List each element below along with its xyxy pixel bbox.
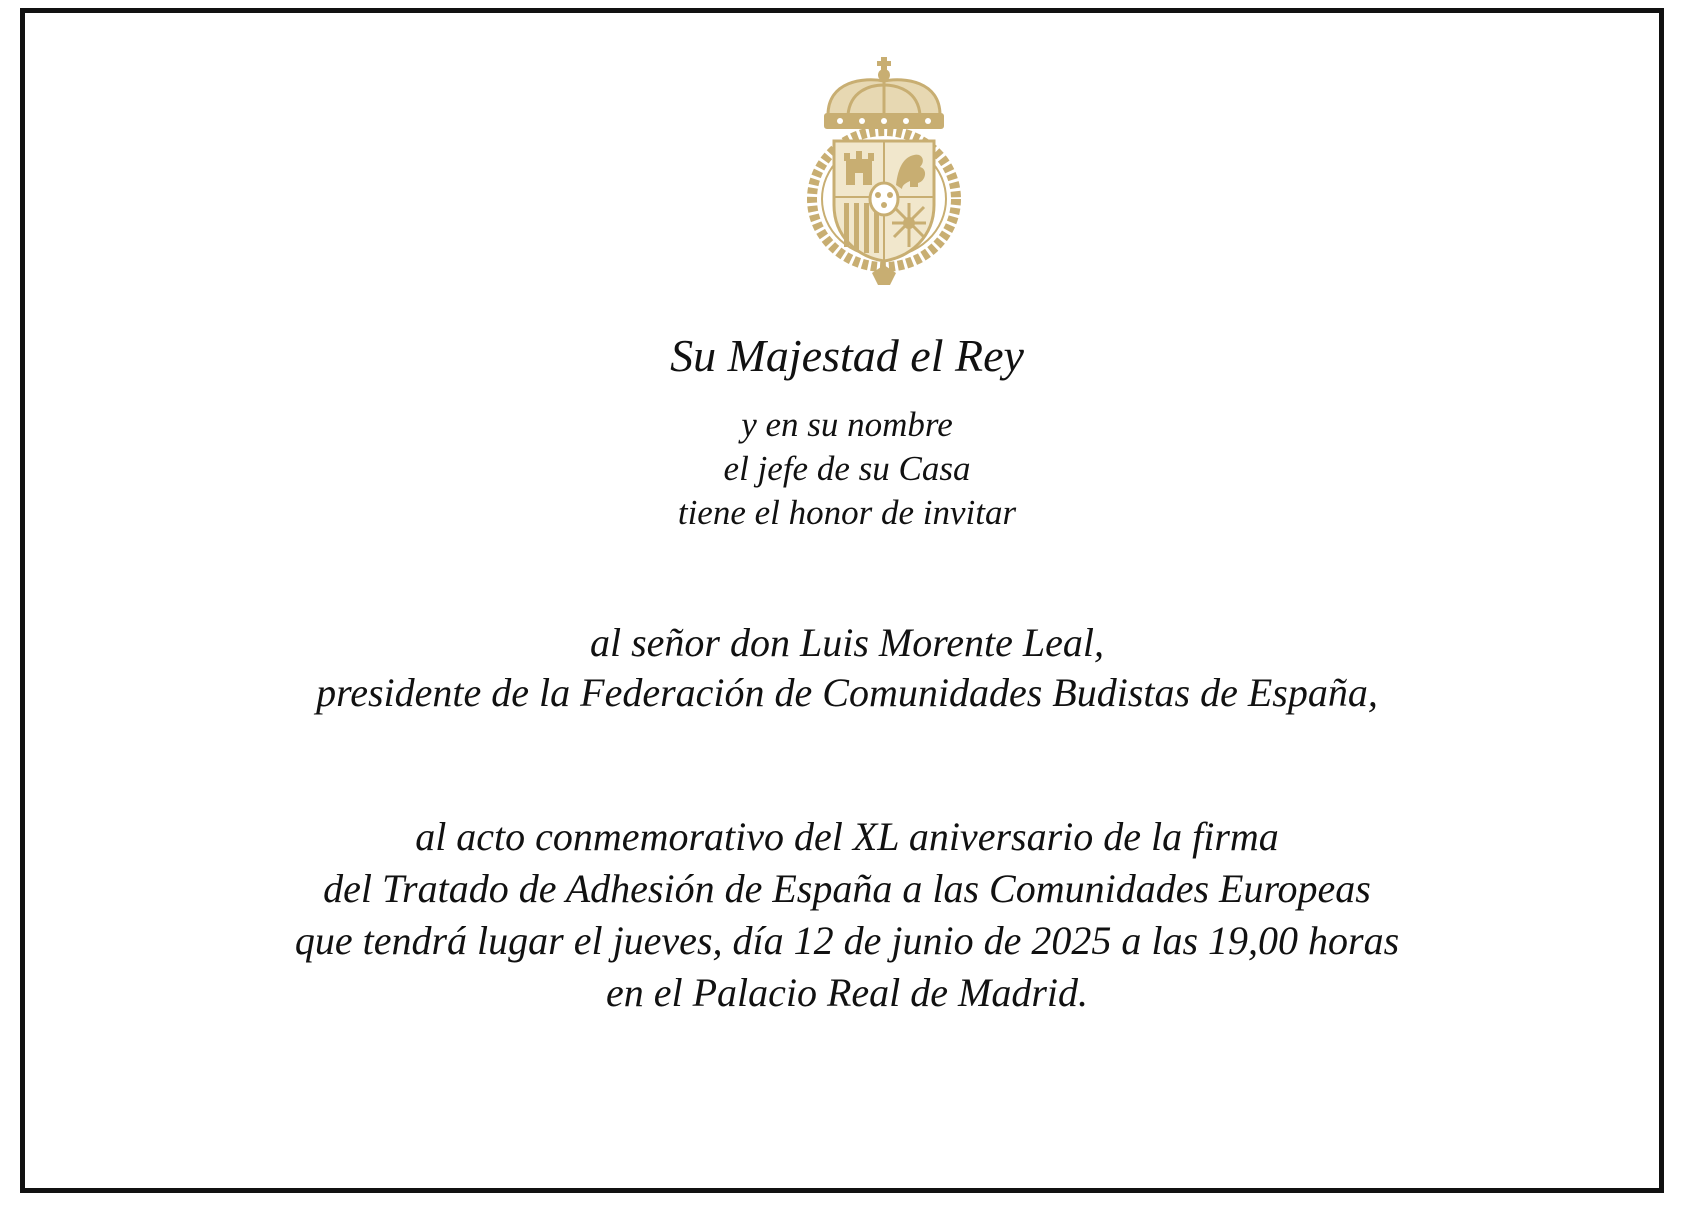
intro-line-1: y en su nombre [741,405,953,444]
event-line-2: del Tratado de Adhesión de España a las Comunidades Europeas [323,866,1371,911]
event-date-line: que tendrá lugar el jueves, día 12 de junio de 2025 a las 19,00 horas [294,918,1400,963]
royal-coat-of-arms-icon [806,57,962,287]
invitation-card [20,8,1664,1193]
guest-name-line: al señor don Luis Morente Leal, [589,620,1105,665]
event-line-1: al acto conmemorativo del XL aniversario de la firma [415,814,1279,859]
invitation-title: Su Majestad el Rey [670,330,1024,381]
intro-line-2: el jefe de su Casa [723,449,971,488]
guest-title-line: presidente de la Federación de Comunidades Budistas de España, [316,670,1378,715]
intro-line-3: tiene el honor de invitar [677,493,1017,532]
event-location-line: en el Palacio Real de Madrid. [605,970,1089,1015]
